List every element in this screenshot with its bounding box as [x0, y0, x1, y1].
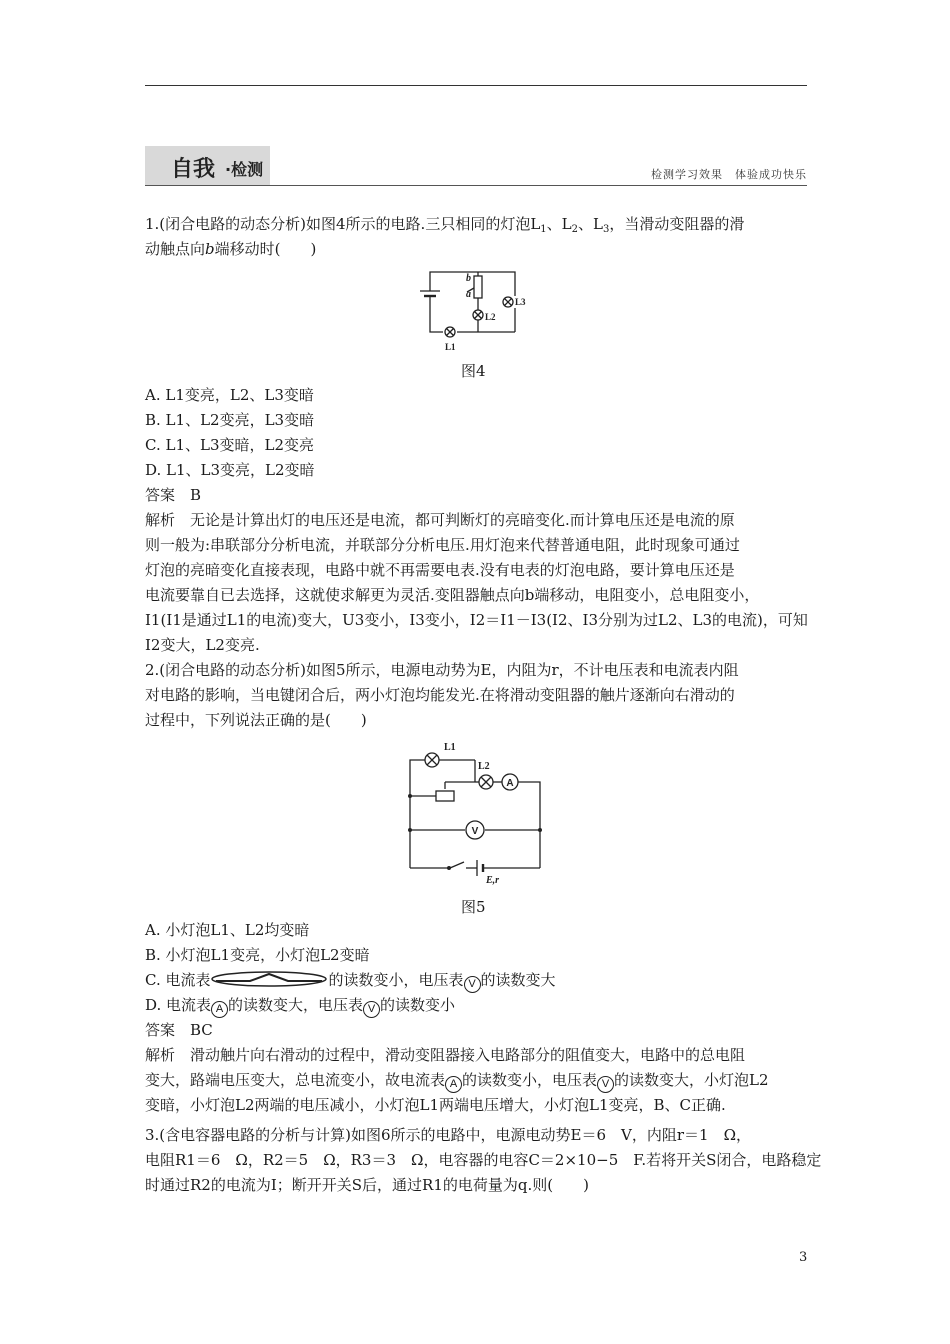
q2-stem-line-2: 对电路的影响，当电键闭合后，两小灯泡均能发光.在将滑动变阻器的触片逐渐向右滑动的	[145, 686, 735, 704]
voltmeter-symbol: V	[597, 1076, 614, 1093]
figure-4-label-L1: L1	[445, 342, 456, 352]
ammeter-symbol: A	[445, 1076, 462, 1093]
q1-analysis-line-6: I2变大，L2变亮.	[145, 636, 260, 654]
q2-answer: 答案 BC	[145, 1021, 213, 1039]
section-subtitle: ·检测	[225, 160, 264, 179]
q2-option-d: D. 电流表 A 的读数变大，电压表 V 的读数变小	[145, 993, 810, 1018]
q1-option-d: D. L1、L3变亮，L2变暗	[145, 461, 315, 479]
section-rule	[145, 185, 807, 186]
q1-option-a: A. L1变亮，L2、L3变暗	[145, 386, 314, 404]
page-number: 3	[799, 1250, 808, 1265]
figure-4-label-a: a	[466, 289, 471, 300]
q1-analysis-line-3: 灯泡的亮暗变化直接表现，电路中就不再需要电表.没有电表的灯泡电路，要计算电压还是	[145, 561, 735, 579]
section-slogan: 检测学习效果 体验成功快乐	[651, 168, 807, 181]
figure-4-label-b: b	[466, 273, 471, 284]
figure-4-circuit	[415, 266, 540, 356]
q2-option-c: C. 电流表 的读数变小，电压表 V 的读数变大	[145, 968, 810, 993]
q2-stem-line-3: 过程中，下列说法正确的是( )	[145, 711, 367, 729]
figure-5-caption: 图5	[461, 898, 486, 916]
section-title: 自我	[171, 157, 216, 182]
voltmeter-symbol: V	[363, 1001, 380, 1018]
q1-analysis-line-5: I1(I1是通过L1的电流)变大，U3变小，I3变小，I2＝I1－I3(I2、I3分别为过L2、L3的电流)，可知	[145, 611, 808, 629]
figure-5-circuit	[400, 738, 550, 888]
figure-5-label-L2: L2	[478, 761, 490, 772]
figure-5-ammeter-label: A	[506, 778, 514, 789]
q3-stem-line-3: 时通过R2的电流为I；断开开关S后，通过R1的电荷量为q.则( )	[145, 1176, 589, 1194]
ammeter-symbol: A	[211, 1001, 228, 1018]
q2-stem-line-1: 2.(闭合电路的动态分析)如图5所示，电源电动势为E，内阻为r，不计电压表和电流表内阻	[145, 661, 739, 679]
figure-4-label-L2: L2	[485, 312, 496, 322]
q1-analysis-line-2: 则一般为:串联部分分析电流，并联部分分析电压.用灯泡来代替普通电阻，此时现象可通过	[145, 536, 740, 554]
figure-5-label-L1: L1	[444, 742, 456, 753]
q3-stem-line-2: 电阻R1＝6 Ω，R2＝5 Ω，R3＝3 Ω，电容器的电容C＝2×10−5 F.若将开关S闭合，电路稳定	[145, 1151, 822, 1169]
section-header	[145, 146, 807, 186]
q1-answer: 答案 B	[145, 486, 202, 504]
q1-analysis-line-4: 电流要靠自已去选择，这就使求解更为灵活.变阻器触点向b端移动，电阻变小，总电阻变小，	[145, 586, 760, 604]
q2-analysis-line-3: 变暗，小灯泡L2两端的电压减小，小灯泡L1两端电压增大，小灯泡L1变亮，B、C正确.	[145, 1096, 726, 1114]
section-tab	[145, 146, 270, 186]
top-rule	[145, 85, 807, 86]
q1-stem-line-1: 1.(闭合电路的动态分析)如图4所示的电路.三只相同的灯泡$L_1$、$L_2$、$L_3$，当滑动变阻器的滑	[145, 215, 745, 235]
q1-stem-line-2: 动触点向b端移动时( )	[145, 240, 317, 258]
voltmeter-symbol: V	[464, 976, 481, 993]
q3-stem-line-1: 3.(含电容器电路的分析与计算)如图6所示的电路中，电源电动势E＝6 V，内阻r＝1 Ω，	[145, 1126, 752, 1144]
q1-analysis-line-1: 解析 无论是计算出灯的电压还是电流，都可判断灯的亮暗变化.而计算电压还是电流的原	[145, 511, 735, 529]
figure-4-label-L3: L3	[515, 297, 526, 307]
q2-analysis-line-1: 解析 滑动触片向右滑动的过程中，滑动变阻器接入电路部分的阻值变大，电路中的总电阻	[145, 1046, 746, 1064]
q2-option-b: B. 小灯泡L1变亮，小灯泡L2变暗	[145, 946, 370, 964]
q2-option-a: A. 小灯泡L1、L2均变暗	[145, 921, 310, 939]
q2-analysis-line-2: 变大，路端电压变大，总电流变小，故电流表 A 的读数变小，电压表 V 的读数变大，小灯泡L2	[145, 1068, 810, 1093]
figure-5-voltmeter-label: V	[471, 826, 479, 837]
q1-option-c: C. L1、L3变暗，L2变亮	[145, 436, 314, 454]
figure-4-caption: 图4	[461, 362, 486, 380]
figure-5-label-Er: E,r	[486, 875, 500, 886]
q1-option-b: B. L1、L2变亮，L3变暗	[145, 411, 315, 429]
ammeter-symbol-smudged	[210, 970, 328, 988]
